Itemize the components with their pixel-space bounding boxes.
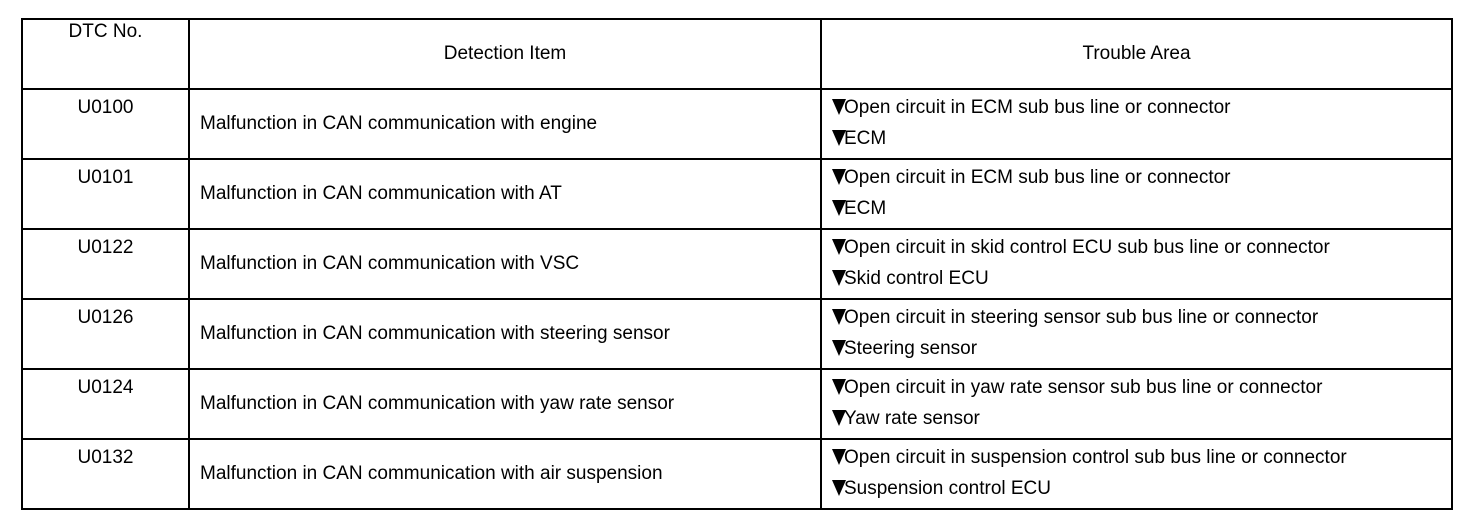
trouble-area-text: Skid control ECU [844,268,989,289]
trouble-area [821,299,1452,369]
trouble-area-line [832,197,1451,228]
trouble-area-text: Steering sensor [844,338,978,359]
trouble-area-text: Open circuit in skid control ECU sub bus line or connector [844,237,1330,258]
trouble-area-line [832,96,1451,127]
trouble-area-line [832,127,1451,158]
header-trouble-area: Trouble Area [821,19,1452,89]
trouble-area-line [832,446,1451,477]
trouble-area [821,159,1452,229]
trouble-area-text: ECM [844,128,887,149]
header-row [22,19,1452,89]
trouble-area-line [832,166,1451,197]
table-row [22,299,1452,369]
trouble-area-line [832,407,1451,438]
trouble-area-line [832,236,1451,267]
trouble-area-line [832,267,1451,298]
trouble-area-text: Open circuit in steering sensor sub bus line or connector [844,307,1319,328]
dtc-code: U0132 [22,439,189,509]
trouble-area [821,89,1452,159]
table-row [22,89,1452,159]
table-row [22,439,1452,509]
trouble-area-text: Open circuit in suspension control sub bus line or connector [844,447,1347,468]
dtc-table [21,18,1453,510]
header-dtc-no: DTC No. [22,19,189,89]
dtc-code: U0124 [22,369,189,439]
detection-item: Malfunction in CAN communication with engine [189,89,821,159]
dtc-code: U0126 [22,299,189,369]
dtc-code: U0101 [22,159,189,229]
detection-item: Malfunction in CAN communication with yaw rate sensor [189,369,821,439]
table-row [22,229,1452,299]
detection-item: Malfunction in CAN communication with VSC [189,229,821,299]
trouble-area [821,229,1452,299]
trouble-area [821,439,1452,509]
header-detection-item: Detection Item [189,19,821,89]
trouble-area-text: ECM [844,198,887,219]
dtc-code: U0100 [22,89,189,159]
trouble-area [821,369,1452,439]
table-row [22,369,1452,439]
dtc-code: U0122 [22,229,189,299]
trouble-area-text: Open circuit in yaw rate sensor sub bus line or connector [844,377,1323,398]
trouble-area-line [832,477,1451,508]
trouble-area-text: Open circuit in ECM sub bus line or connector [844,97,1231,118]
detection-item: Malfunction in CAN communication with air suspension [189,439,821,509]
trouble-area-line [832,337,1451,368]
detection-item: Malfunction in CAN communication with AT [189,159,821,229]
trouble-area-text: Open circuit in ECM sub bus line or connector [844,167,1231,188]
detection-item: Malfunction in CAN communication with steering sensor [189,299,821,369]
table-row [22,159,1452,229]
trouble-area-line [832,376,1451,407]
trouble-area-line [832,306,1451,337]
trouble-area-text: Yaw rate sensor [844,408,980,429]
trouble-area-text: Suspension control ECU [844,478,1051,499]
